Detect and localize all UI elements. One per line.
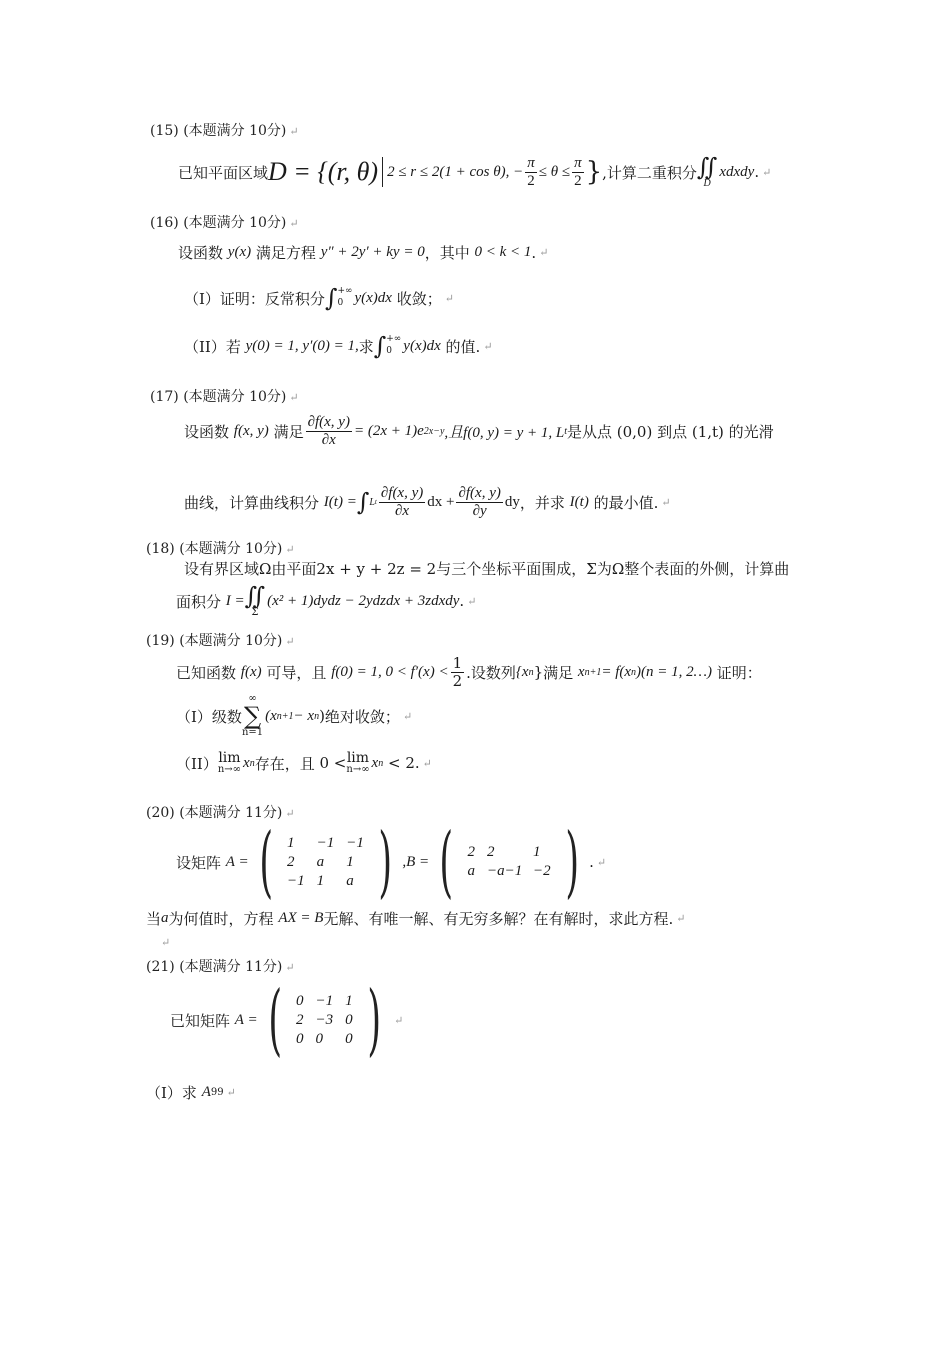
matrix-cell: −3 — [315, 1011, 334, 1028]
q19-statement: 已知函数 f(x) 可导，且 f(0) = 1, 0 < f′(x) < $\frac{1}{2}$ .设数列 {x n } 满足 x n+1 = f(x n )(n = 1, 2…) 证明： — [176, 654, 762, 690]
matrix-cell: a — [346, 872, 354, 889]
matrix-cell: −1 — [315, 992, 334, 1009]
matrix-a21: ( 0 −1 1 2 −3 0 0 0 0 ) — [267, 975, 381, 1065]
matrix-cell: 2 — [296, 1011, 304, 1028]
matrix-cell: 1 — [346, 853, 354, 870]
matrix-b: ( 2 2 1 a −a−1 −2 ) — [439, 817, 579, 907]
q19-part1: （I）级数 ∞ ∑ n=1 (x n+1 − x n ) 绝对收敛； ↵ — [176, 693, 413, 738]
return-mark: ↵ — [161, 936, 171, 949]
matrix-cell: 0 — [296, 992, 304, 1009]
q16-header: (16) (本题满分 10分) ↵ — [150, 215, 299, 231]
q17-statement: 设函数 f(x, y) 满足 $\frac{\partial f(x, y)}{\partial x}$ = (2x + 1)e 2x−y ,且f(0, y) = y + 1, L t 是从点 (0,0) 到点 (1,t) 的光滑 — [184, 414, 774, 448]
q15-header: (15) (本题满分 10分) ↵ — [150, 123, 299, 139]
q21-statement: 已知矩阵 A = ( 0 −1 1 2 −3 0 0 0 0 ) ↵ — [170, 975, 404, 1065]
q21-header: (21) (本题满分 11分) ↵ — [146, 959, 295, 975]
matrix-cell: 1 — [533, 844, 541, 860]
q18-line1: 设有界区域Ω由平面2x + y + 2z = 2与三个坐标平面围成，Σ为Ω整个表面的外侧，计算曲 — [184, 560, 790, 578]
q17-header: (17) (本题满分 10分) ↵ — [150, 389, 299, 405]
matrix-cell: 0 — [315, 1030, 323, 1047]
q16-part2: （II）若 y(0) = 1, y′(0) = 1, 求 ∫ +∞ 0 y(x)dx 的值. ↵ — [184, 332, 493, 360]
matrix-cell: −a−1 — [487, 863, 523, 879]
matrix-cell: a — [316, 853, 325, 870]
matrix-cell: −2 — [533, 863, 551, 879]
matrix-cell: 0 — [345, 1011, 353, 1028]
matrix-cell: 1 — [345, 992, 353, 1009]
matrix-cell: 0 — [345, 1030, 353, 1047]
q16-statement: 设函数 y(x) 满足方程 y″ + 2y′ + ky = 0 ，其中 0 < k < 1 . ↵ — [178, 243, 549, 262]
matrix-cell: 2 — [487, 844, 495, 860]
q20-statement: 设矩阵 A = ( 1 −1 −1 2 a 1 −1 1 a ) ,B = ( 2 2 1 a −a−1 −2 ) . ↵ — [176, 817, 607, 907]
q20-question: 当 a 为何值时，方程 AX = B 无解、有唯一解、有无穷多解？在有解时，求此方程. ↵ — [146, 910, 686, 928]
q19-part2: （II） lim n→∞ x n 存在，且 0 < lim n→∞ x n < 2. ↵ — [176, 750, 432, 775]
matrix-cell: −1 — [346, 834, 364, 851]
matrix-cell: 2 — [287, 853, 295, 870]
q19-header: (19) (本题满分 10分) ↵ — [146, 633, 295, 649]
q18-header: (18) (本题满分 10分) ↵ — [146, 541, 295, 557]
matrix-cell: 1 — [316, 872, 325, 889]
q20-header: (20) (本题满分 11分) ↵ — [146, 805, 295, 821]
matrix-a: ( 1 −1 −1 2 a 1 −1 1 a ) — [258, 817, 392, 907]
matrix-cell: a — [467, 863, 476, 879]
q17-line2: 曲线，计算曲线积分 I(t) = ∫ L t $\frac{\partial f(x, y)}{\partial x}$ dx + $\frac{\partial f(x, y)}{\partial y}$ dy ，并求 I(t) 的最小值. ↵ — [184, 485, 671, 519]
matrix-cell: −1 — [287, 872, 305, 889]
q21-part1: （I）求 A 99 ↵ — [146, 1084, 236, 1102]
matrix-cell: 1 — [287, 834, 295, 851]
q16-part1: （I）证明：反常积分 ∫ +∞ 0 y(x)dx 收敛； ↵ — [184, 284, 454, 312]
matrix-cell: −1 — [316, 834, 335, 851]
matrix-cell: 0 — [296, 1030, 304, 1047]
q15-statement: 已知平面区域 D = {(r, θ) 2 ≤ r ≤ 2(1 + cos θ), − $\frac{\pi}{2}$ ≤ θ ≤ $\frac{\pi}{2}$ } ,计算二重积分 ∬ D xdxdy . ↵ — [178, 153, 772, 189]
q18-line2: 面积分 I = ∬ Σ (x² + 1)dydz − 2ydzdx + 3zdxdy . ↵ — [176, 582, 477, 618]
matrix-cell: 2 — [467, 844, 476, 860]
